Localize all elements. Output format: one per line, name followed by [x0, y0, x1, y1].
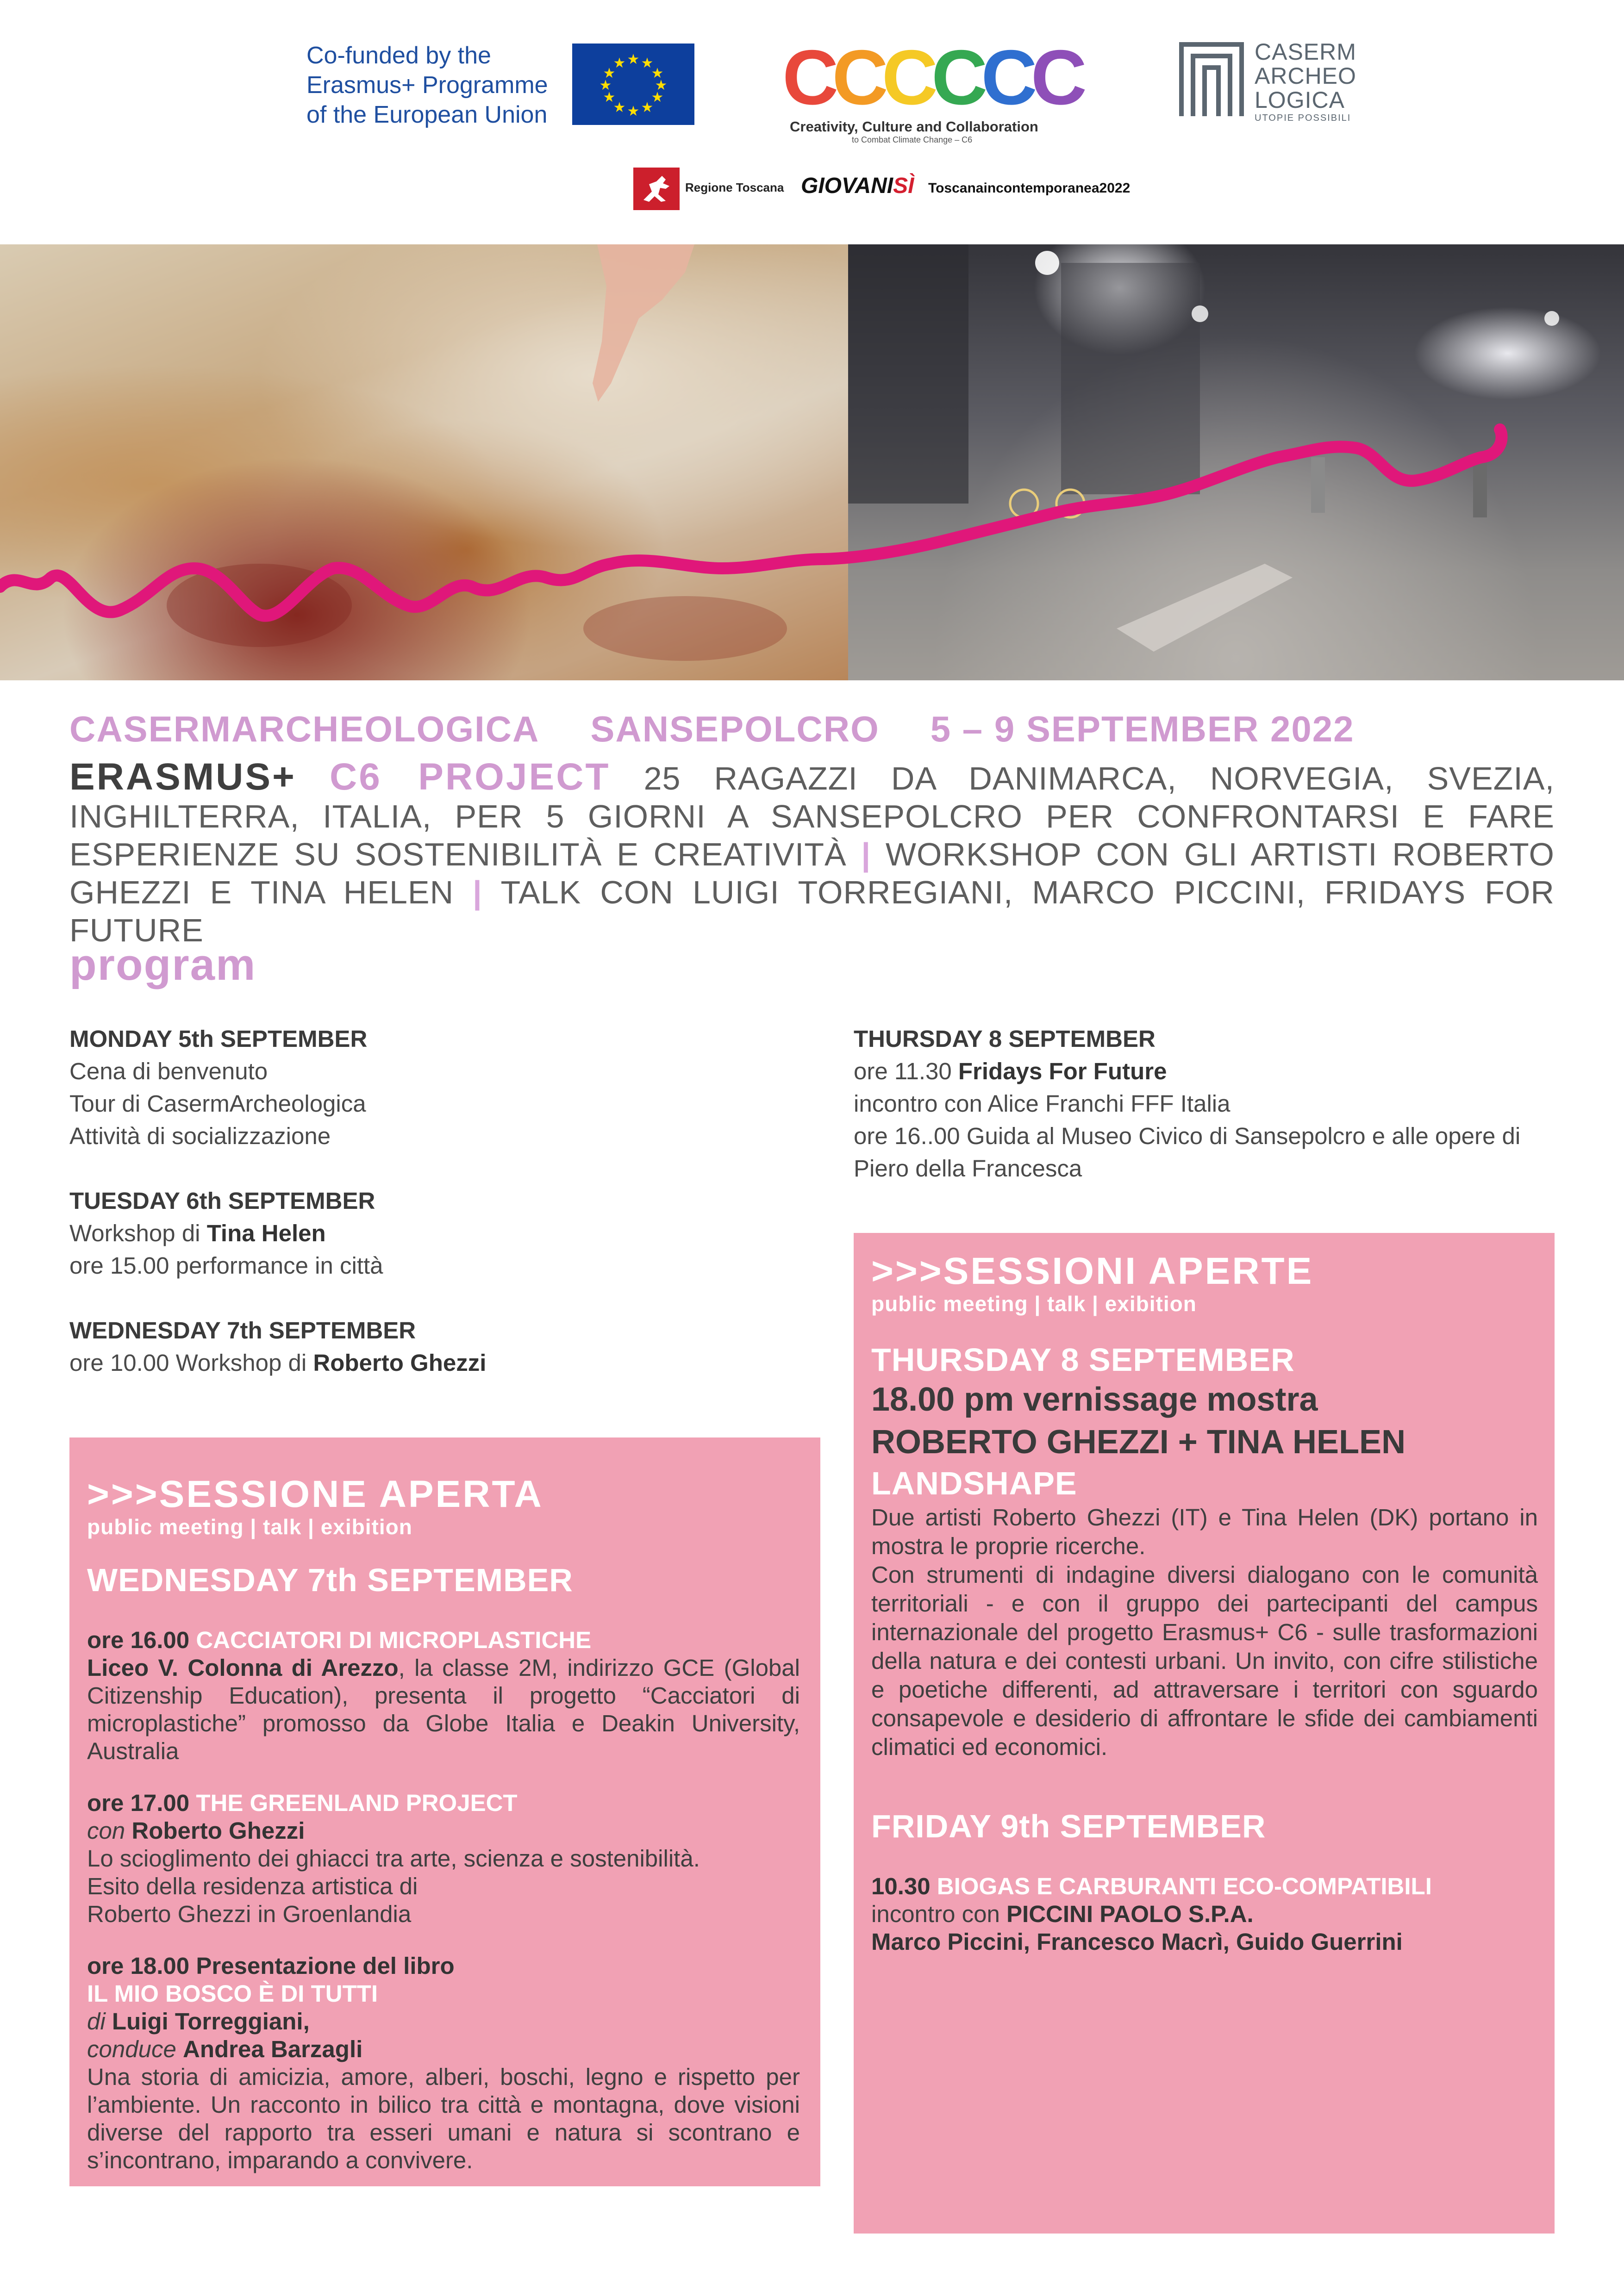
svg-text:★: ★	[603, 89, 616, 106]
thursday-line-3: ore 16..00 Guida al Museo Civico di Sansepolcro e alle opere di Piero della Francesca	[854, 1123, 1521, 1182]
monday-line-1: Cena di benvenuto	[69, 1058, 268, 1084]
e2-artist: Roberto Ghezzi	[131, 1817, 305, 1844]
pegasus-icon	[633, 168, 680, 210]
e3-host: Andrea Barzagli	[183, 2036, 363, 2062]
c6-letter-5: C	[981, 34, 1031, 121]
session-aperta-box	[69, 1437, 820, 2186]
venue-title: CASERMARCHEOLOGICA	[69, 709, 540, 749]
svg-text:★: ★	[613, 100, 626, 116]
giovani-word: GIOVANI	[801, 174, 893, 198]
cas-words	[1255, 40, 1356, 112]
svg-text:★: ★	[641, 55, 654, 71]
landshape-text-2: Con strumenti di indagine diversi dialogano con le comunità territoriali - e con il gruppo dei partecipanti del campus internazionale del progetto Erasmus+ C6 - sulle trasformazioni della natura e dei contesti urbani. Un invito, con cifre stilistiche e poetiche differenti, ad attraversare i territori con sguardo consapevole e desiderio di affrontare le sfide dei cambiamenti climatici ed economici.	[871, 1562, 1538, 1760]
thursday-line-2: incontro con Alice Franchi FFF Italia	[854, 1090, 1230, 1117]
svg-text:★: ★	[603, 65, 616, 81]
regione-toscana-label: Regione Toscana	[685, 180, 784, 194]
si-word: SÌ	[893, 174, 914, 198]
session-left-subtitle: public meeting | talk | exibition	[87, 1515, 412, 1539]
f-company: PICCINI PAOLO S.P.A.	[1006, 1901, 1254, 1927]
e2-text-1: Lo scioglimento dei ghiacci tra arte, scienza e sostenibilità.	[87, 1845, 700, 1872]
event-biogas	[871, 1873, 1538, 1956]
e3-title: IL MIO BOSCO È DI TUTTI	[87, 1980, 378, 2007]
thursday-fff: Fridays For Future	[958, 1058, 1167, 1084]
c6-project-label: C6 PROJECT	[330, 756, 611, 798]
day-tuesday	[69, 1185, 810, 1282]
casermarcheologica-mark-icon	[1177, 40, 1246, 118]
e3-time: ore 18.00 Presentazione del libro	[87, 1953, 455, 1979]
intro-paragraph	[69, 758, 1555, 949]
session-right-day-2: FRIDAY 9th SEPTEMBER	[871, 1808, 1266, 1844]
pink-wave-line	[0, 244, 1624, 680]
cas-word-3: LOGICA	[1255, 87, 1345, 113]
cas-subtitle: UTOPIE POSSIBILI	[1255, 113, 1351, 123]
show-title: LANDSHAPE	[871, 1465, 1077, 1501]
e2-text-3: Roberto Ghezzi in Groenlandia	[87, 1901, 412, 1927]
regione-toscana-flag-icon	[633, 168, 680, 210]
wednesday-title: WEDNESDAY 7th SEPTEMBER	[69, 1317, 416, 1344]
svg-text:★: ★	[655, 77, 668, 93]
e3-text: Una storia di amicizia, amore, alberi, boschi, legno e rispetto per l’ambiente. Un racconto in bilico tra città e montagna, dove visioni diverse del rapporto tra esseri umani e natura si scontrano e s’incontrano, imparando a convivere.	[87, 2064, 800, 2173]
sessioni-aperte-box	[854, 1233, 1555, 2234]
e3-conduce: conduce	[87, 2036, 176, 2062]
erasmus-label: ERASMUS+	[69, 756, 296, 798]
tuesday-line-1-text: Workshop di	[69, 1220, 207, 1246]
tuesday-line-1	[69, 1217, 810, 1250]
eu-line-2: Erasmus+ Programme	[306, 72, 548, 99]
e2-time: ore 17.00	[87, 1790, 190, 1816]
c6-letters	[782, 34, 1081, 121]
cas-word-1: CASERM	[1255, 39, 1356, 65]
c6-letter-2: C	[832, 34, 882, 121]
casermarcheologica-logo	[1177, 40, 1362, 128]
svg-text:★: ★	[627, 103, 640, 119]
tuesday-line-2: ore 15.00 performance in città	[69, 1252, 383, 1279]
session-right-subtitle: public meeting | talk | exibition	[871, 1292, 1197, 1316]
event-greenland	[87, 1789, 800, 1928]
wednesday-artist: Roberto Ghezzi	[313, 1350, 487, 1376]
c6-subtitle: to Combat Climate Change – C6	[852, 135, 973, 144]
giovanisi-logo	[801, 173, 914, 199]
session-left-title: >>>SESSIONE APERTA	[87, 1473, 543, 1515]
event-microplastiche	[87, 1626, 800, 1765]
city-title: SANSEPOLCRO	[590, 709, 880, 749]
event-headline	[69, 708, 1551, 750]
eu-line-1: Co-funded by the	[306, 42, 491, 69]
svg-text:★: ★	[627, 51, 640, 68]
e1-text: , la classe 2M, indirizzo GCE (Global Citizenship Education), presenta il progetto “Cacciatori di microplastiche” promosso da Globe Italia e Deakin University, Australia	[87, 1655, 800, 1764]
f-title: BIOGAS E CARBURANTI ECO-COMPATIBILI	[937, 1873, 1432, 1899]
day-monday	[69, 1023, 810, 1152]
intro-text-2: WORKSHOP CON GLI ARTISTI ROBERTO GHEZZI E TINA HELEN	[69, 836, 1555, 910]
program-title: program	[69, 940, 256, 989]
svg-text:★: ★	[651, 65, 664, 81]
monday-line-3: Attività di socializzazione	[69, 1123, 331, 1149]
tuesday-artist: Tina Helen	[206, 1220, 326, 1246]
svg-text:★: ★	[651, 89, 664, 106]
session-left-day: WEDNESDAY 7th SEPTEMBER	[87, 1562, 573, 1598]
f-pre: incontro con	[871, 1901, 1000, 1927]
svg-text:★: ★	[599, 77, 612, 93]
artists-line: ROBERTO GHEZZI + TINA HELEN	[871, 1424, 1406, 1461]
e3-di: di	[87, 2008, 106, 2035]
monday-line-2: Tour di CasermArcheologica	[69, 1090, 366, 1117]
thursday-line-1	[854, 1055, 1576, 1088]
e3-author: Luigi Torreggiani,	[112, 2008, 310, 2035]
e2-text-2: Esito della residenza artistica di	[87, 1873, 418, 1899]
monday-title: MONDAY 5th SEPTEMBER	[69, 1026, 368, 1052]
separator-2: |	[473, 874, 482, 910]
e2-title: THE GREENLAND PROJECT	[196, 1790, 518, 1816]
c6-logo	[782, 34, 1081, 145]
wednesday-line-1-text: ore 10.00 Workshop di	[69, 1350, 313, 1376]
event-book	[87, 1952, 800, 2174]
session-right-day-1: THURSDAY 8 SEPTEMBER	[871, 1342, 1295, 1378]
landshape-text-1: Due artisti Roberto Ghezzi (IT) e Tina Helen (DK) portano in mostra le proprie ricerche.	[871, 1504, 1538, 1559]
c6-letter-3: C	[881, 34, 931, 121]
tuesday-title: TUESDAY 6th SEPTEMBER	[69, 1188, 375, 1214]
day-wednesday	[69, 1314, 810, 1379]
eu-stars-icon	[572, 44, 694, 125]
svg-text:★: ★	[641, 100, 654, 116]
c6-tagline: Creativity, Culture and Collaboration	[790, 118, 1038, 135]
thursday-title: THURSDAY 8 SEPTEMBER	[854, 1026, 1156, 1052]
e1-time: ore 16.00	[87, 1627, 190, 1653]
svg-text:★: ★	[613, 55, 626, 71]
c6-letter-6: C	[1031, 34, 1081, 121]
intro-text-1: 25 RAGAZZI DA DANIMARCA, NORVEGIA, SVEZIA, INGHILTERRA, ITALIA, PER 5 GIORNI A SANSEPOLCRO PER CONFRONTARSI E FARE ESPERIENZE SU SOSTENIBILITÀ E CREATIVITÀ	[69, 760, 1555, 872]
cas-word-2: ARCHEO	[1255, 63, 1356, 89]
eu-cofunded-text	[306, 41, 566, 130]
c6-letter-1: C	[782, 34, 832, 121]
f-people: Marco Piccini, Francesco Macrì, Guido Guerrini	[871, 1929, 1403, 1955]
wednesday-line-1	[69, 1347, 810, 1379]
e1-title: CACCIATORI DI MICROPLASTICHE	[196, 1627, 592, 1653]
hashtag-label: Toscanaincontemporanea2022	[928, 180, 1131, 196]
e2-con: con	[87, 1817, 125, 1844]
day-thursday	[854, 1023, 1576, 1185]
f-time: 10.30	[871, 1873, 931, 1899]
c6-letter-4: C	[931, 34, 981, 121]
e1-school: Liceo V. Colonna di Arezzo	[87, 1655, 399, 1681]
vernissage-line: 18.00 pm vernissage mostra	[871, 1381, 1318, 1418]
session-right-title: >>>SESSIONI APERTE	[871, 1250, 1314, 1292]
eu-flag-icon	[572, 44, 694, 125]
eu-line-3: of the European Union	[306, 101, 548, 128]
separator-1: |	[861, 836, 871, 872]
dates-title: 5 – 9 SEPTEMBER 2022	[930, 709, 1355, 749]
intro-text-3: TALK CON LUIGI TORREGIANI, MARCO PICCINI, FRIDAYS FOR FUTURE	[69, 874, 1555, 948]
thursday-line-1-text: ore 11.30	[854, 1058, 958, 1084]
